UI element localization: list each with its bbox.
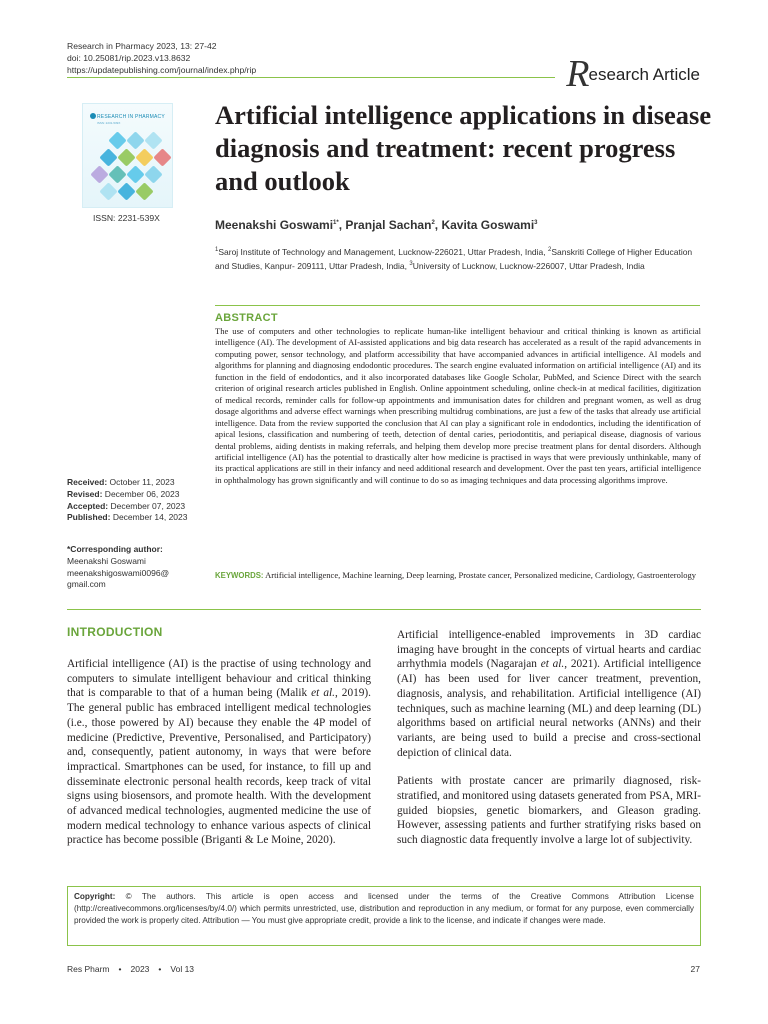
paragraph-text: , 2021). Artificial intelligence (AI) has been used for liver cancer treatment, prevention, diagnosis, analysis, and rehabilitation. Artificial intelligence (AI) techniques, such as machine learning (ML) and deep learning (DL) algorithms based on artificial neural networks (ANNs) and their variants, are being used to build a precise and cross-sectional depiction of clinical data.	[397, 658, 702, 759]
cover-hexagon	[99, 148, 117, 166]
header-rule	[67, 77, 555, 78]
footer-separator: •	[158, 964, 162, 974]
journal-info	[67, 40, 256, 77]
paragraph-text: Artificial intelligence-enabled improvements in 3D cardiac imaging have brought in the concepts of virtual hearts and cardiac arrhythmia models (Nagarajan	[397, 629, 701, 671]
corresponding-author	[67, 544, 197, 591]
publication-dates	[67, 477, 187, 524]
date-label: Accepted:	[67, 500, 109, 511]
journal-citation: Research in Pharmacy 2023, 13: 27-42	[67, 41, 217, 51]
copyright-text: © The authors. This article is open access and licensed under the terms of the Creative Commons Attribution License (http://creativecommons.org/licenses/by/4.0/) which permits unrestricted, use, distribution and reproduction in any medium, or format for any purpose, even commercially provided the work is properly cited. Attribution — You must give appropriate credit, provide a link to the license, and indicate if changes were made.	[74, 892, 694, 925]
article-type-rest: esearch Article	[588, 65, 700, 84]
date-revised	[67, 489, 187, 501]
cover-hexagon	[117, 182, 135, 200]
paragraph-text: et al.	[311, 687, 335, 700]
affiliations	[215, 244, 695, 273]
keywords-list: Artificial intelligence, Machine learning, Deep learning, Prostate cancer, Personalized medicine, Cardiology, Gastroenterology	[263, 570, 696, 580]
footer-volume: Vol 13	[170, 964, 195, 974]
cover-hexagon	[108, 131, 126, 149]
date-label: Revised:	[67, 488, 103, 499]
affiliation: University of Lucknow, Lucknow-226007, Uttar Pradesh, India	[412, 261, 645, 272]
affil-sup: 3	[409, 261, 413, 268]
affil-sup: 1	[215, 247, 219, 253]
cover-title: RESEARCH IN PHARMACY	[97, 114, 165, 120]
date-label: Published:	[67, 512, 111, 523]
affil-sup: 2	[548, 247, 552, 253]
body-column-right	[397, 628, 701, 848]
cover-hexagon	[135, 182, 153, 200]
date-value: December 14, 2023	[110, 512, 188, 523]
paragraph	[397, 628, 701, 760]
corresponding-name: Meenakshi Goswami	[67, 555, 146, 566]
date-accepted	[67, 501, 187, 513]
date-value: October 11, 2023	[107, 477, 175, 487]
copyright-box	[67, 886, 701, 946]
author-name: , Pranjal Sachan	[338, 218, 432, 232]
cover-subtitle: ISSN: 2231-539X	[97, 121, 121, 125]
journal-url[interactable]: https://updatepublishing.com/journal/index.php/rip	[67, 65, 257, 76]
issn: ISSN: 2231-539X	[93, 213, 160, 223]
body-rule	[67, 609, 701, 610]
cover-hexagon	[153, 148, 171, 166]
paragraph: Patients with prostate cancer are primarily diagnosed, risk-stratified, and monitored using datasets generated from PSA, MRI-guided biopsies, genetic biomarkers, and Gleason grading. However, assessing patients and further stratifying risks based on such diagnostic data frequently involve a large lot of subjectivity.	[397, 775, 701, 847]
cover-hexagon	[117, 148, 135, 166]
doi: doi: 10.25081/rip.2023.v13.8632	[67, 53, 191, 64]
author-name: Meenakshi Goswami	[215, 218, 334, 232]
keywords	[215, 570, 701, 582]
article-type	[566, 46, 700, 95]
date-published	[67, 512, 187, 524]
paragraph	[67, 657, 371, 848]
affiliation: Saroj Institute of Technology and Management, Lucknow-226021, Uttar Pradesh, India,	[218, 246, 549, 257]
article-title: Artificial intelligence applications in disease diagnosis and treatment: recent progress and outlook	[215, 100, 712, 196]
footer-year: 2023	[130, 964, 150, 974]
copyright-label: Copyright:	[74, 892, 116, 901]
author-affil-sup: 2	[431, 220, 435, 226]
introduction-heading: INTRODUCTION	[67, 625, 163, 639]
corresponding-email[interactable]: meenakshigoswami0096@ gmail.com	[67, 567, 170, 590]
author-affil-sup: 3	[534, 220, 538, 226]
journal-logo-icon	[90, 113, 96, 119]
paragraph-text: et al.	[540, 658, 565, 671]
affiliation: Sanskriti College of Higher Education and Studies, Kanpur- 209111, Uttar Pradesh, India,	[215, 246, 693, 272]
date-label: Received:	[67, 477, 108, 487]
page-footer	[67, 964, 194, 974]
author-affil-sup: 1*	[333, 220, 339, 226]
abstract-rule	[215, 305, 700, 306]
date-received	[67, 477, 187, 489]
cover-hexagon	[126, 165, 144, 183]
body-column-left	[67, 657, 371, 848]
cover-hexagon	[90, 165, 108, 183]
page-number: 27	[690, 964, 700, 974]
authors	[215, 218, 538, 232]
paragraph-text: Artificial intelligence (AI) is the practise of using technology and computers to simulate intelligent behaviour and critical thinking that is comparable to that of a human being (Malik	[67, 658, 371, 700]
keywords-label: KEYWORDS:	[215, 571, 264, 580]
cover-hexagon	[99, 182, 117, 200]
cover-hexagon	[108, 165, 126, 183]
date-value: December 07, 2023	[108, 500, 186, 511]
abstract-text: The use of computers and other technologies to replicate human-like intelligent behaviour and critical thinking is known as artificial intelligence (AI). The development of AI-assisted applications and big data research has accelerated as a result of the rapid advancements in computing power, sensor technology, and platform accessibility that have accompanied advances in artificial intelligence. AI models and algorithms for planning and diagnosing endodontic procedures. The search engine evaluated information on artificial intelligence (AI) and its function in the field of endodontics, and it also incorporated databases like Google Scholar, PubMed, and Science Direct with the search criterion of original research articles published in English. Online appointment scheduling, online check-in at medical facilities, digitization of medical records, reminder calls for follow-up appointments and immunisation dates for children and pregnant women, as well as drug dosage algorithms and adverse effect warnings when prescribing multidrug combinations, are just a few of the tasks that already use artificial intelligence. Data from the review supported the conclusion that AI can play a significant role in endodontics, including the identification of apical lesions, classification and numbering of teeth, detection of dental caries, periodontitis, and periapical disease, diagnosis of various dental problems, aiding dentists in making referrals, and helping them develop more precise treatment plans for dental disorders. Although artificial intelligence (AI) has the potential to drastically alter how medicine is practised in ways that were previously unthinkable, many of its practical applications are still in their infancy and need additional research and development. Over the past ten years, artificial intelligence in ophthalmology has grown significantly and will continue to do so as imaging techniques and data processing algorithms improve.	[215, 326, 701, 485]
journal-cover	[82, 103, 173, 208]
date-value: December 06, 2023	[102, 488, 180, 499]
cover-hexagon	[135, 148, 153, 166]
cover-hexagon	[126, 131, 144, 149]
corresponding-label: *Corresponding author:	[67, 544, 163, 554]
author-name: , Kavita Goswami	[434, 218, 535, 232]
cover-hexagon	[144, 131, 162, 149]
article-type-initial: R	[566, 53, 590, 95]
paragraph-text: , 2019). The general public has embraced intelligent medical technologies (i.e., those powered by AI) because they enable the 4P model of medicine (Predictive, Preventive, Personalised, and Participatory) and, consequently, patient autonomy, in ways that were before impractical. Smartphones can be used, for instance, to fill up and disseminate electronic personal health records, keep track of vital signs using biosensors, and promote health. With the development of advanced medical technologies, augmented medicine the use of modern medical technology to enhance various aspects of clinical practice has become possible (Briganti & Le Moine, 2020).	[67, 687, 371, 847]
footer-journal: Res Pharm	[67, 964, 110, 974]
cover-hexagon	[144, 165, 162, 183]
abstract-heading: ABSTRACT	[215, 312, 278, 324]
footer-separator: •	[118, 964, 122, 974]
